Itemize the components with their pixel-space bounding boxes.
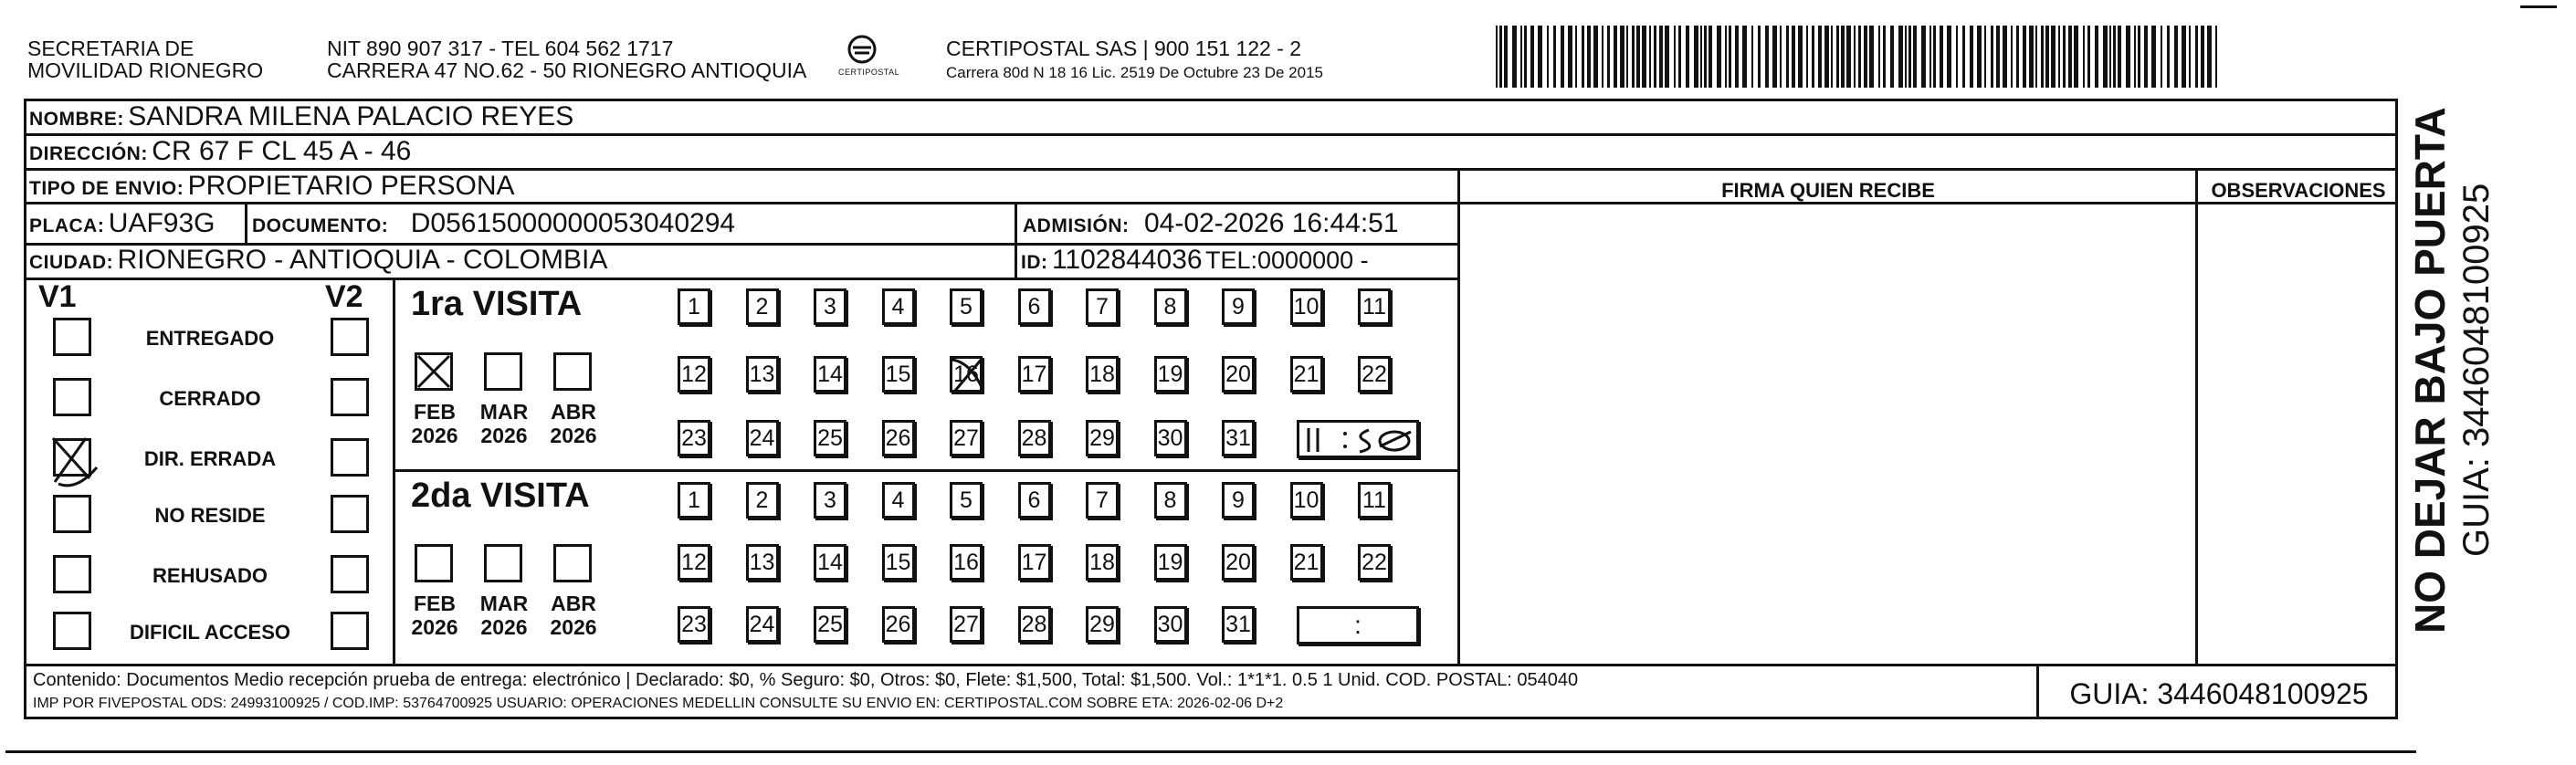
day-box[interactable]: 3 — [814, 482, 846, 519]
barcode-bar — [1772, 26, 1777, 88]
status-label: CERRADO — [159, 387, 261, 410]
day-box[interactable]: 6 — [1018, 482, 1051, 519]
month-label: MAR — [479, 400, 529, 424]
time-box[interactable]: : — [1297, 606, 1419, 644]
barcode-bar — [1717, 26, 1721, 88]
day-box[interactable]: 27 — [950, 606, 983, 643]
barcode-bar — [1806, 26, 1808, 88]
day-box[interactable]: 21 — [1290, 544, 1323, 581]
address-label: DIRECCIÓN: — [29, 143, 148, 164]
barcode-bar — [1818, 26, 1822, 88]
year-label: 2026 — [480, 424, 528, 447]
day-box[interactable]: 4 — [882, 482, 915, 519]
month-checkbox[interactable] — [553, 544, 592, 582]
day-box[interactable]: 9 — [1222, 482, 1255, 519]
barcode-bar — [1898, 26, 1903, 88]
name-value: SANDRA MILENA PALACIO REYES — [128, 101, 574, 131]
day-box[interactable]: 17 — [1018, 544, 1051, 581]
side-guia: GUIA: 3446048100925 — [2456, 183, 2497, 557]
barcode-bar — [1836, 26, 1839, 88]
barcode-bar — [1614, 26, 1617, 88]
barcode-bar — [1858, 26, 1861, 88]
barcode-bar — [1929, 26, 1931, 88]
month-label: FEB — [414, 400, 456, 424]
plate-cell — [29, 208, 216, 239]
col-divider — [1015, 202, 1017, 278]
barcode-bar — [2151, 26, 2156, 88]
barcode-bar — [2003, 26, 2007, 88]
org-name-line1: SECRETARIA DE — [27, 37, 195, 60]
guia-footer: GUIA: 3446048100925 — [2069, 677, 2369, 710]
name-row — [29, 101, 573, 132]
month-label: ABR — [551, 400, 596, 424]
barcode-bar — [2051, 26, 2056, 88]
v1-header: V1 — [38, 279, 77, 314]
barcode-bar — [2201, 26, 2204, 88]
barcode-bar — [1798, 26, 1803, 88]
status-label: DIR. ERRADA — [143, 447, 277, 470]
barcode-bar — [1996, 26, 2000, 88]
day-box[interactable]: 10 — [1290, 288, 1323, 325]
status-label: ENTREGADO — [145, 327, 275, 350]
barcode-bar — [1864, 26, 1867, 88]
barcode-bar — [2126, 26, 2130, 88]
month-checkbox[interactable] — [415, 544, 453, 582]
admission-value: 04-02-2026 16:44:51 — [1143, 208, 1399, 238]
plate-value: UAF93G — [108, 208, 216, 238]
day-box[interactable]: 11 — [1358, 482, 1391, 519]
barcode-bar — [1709, 26, 1712, 88]
admission-cell — [1023, 208, 1399, 239]
day-box[interactable]: 18 — [1086, 544, 1119, 581]
barcode-bar — [1758, 26, 1761, 88]
day-box[interactable]: 3 — [814, 288, 846, 325]
row-divider — [24, 278, 1457, 280]
barcode-bar — [2041, 26, 2044, 88]
v2-checkbox[interactable] — [331, 378, 369, 416]
page-edge-line — [5, 750, 2416, 753]
imp-line: IMP POR FIVEPOSTAL ODS: 24993100925 / COD.IMP: 53764700925 USUARIO: OPERACIONES MEDELLIN CONSULTE SU ENVIO EN: CERTIPOSTAL.COM SOBRE ETA: 2026-02-06 D+2 — [33, 696, 1284, 711]
barcode-bar — [1674, 26, 1676, 88]
v1-checkbox[interactable] — [53, 555, 91, 593]
barcode-bar — [2095, 26, 2098, 88]
barcode-bar — [1905, 26, 1907, 88]
col-divider — [1457, 168, 1460, 664]
barcode-bar — [1841, 26, 1845, 88]
page-edge-line — [2520, 5, 2557, 8]
barcode-bar — [1530, 26, 1534, 88]
v2-checkbox[interactable] — [331, 438, 369, 477]
day-box[interactable]: 25 — [814, 420, 846, 456]
year-label: 2026 — [411, 424, 458, 447]
plate-label: PLACA: — [29, 215, 105, 236]
barcode-bar — [2167, 26, 2170, 88]
year-label: 2026 — [550, 424, 597, 447]
barcode-bar — [2161, 26, 2162, 88]
day-box[interactable]: 15 — [882, 356, 915, 393]
type-label: TIPO DE ENVIO: — [29, 178, 184, 199]
col-divider — [2036, 664, 2039, 719]
barcode-bar — [1632, 26, 1635, 88]
observations-header: OBSERVACIONES — [2211, 179, 2386, 202]
day-box[interactable]: 8 — [1154, 482, 1187, 519]
day-box[interactable]: 28 — [1018, 606, 1051, 643]
v2-checkbox[interactable] — [331, 318, 369, 356]
v2-checkbox[interactable] — [331, 495, 369, 533]
barcode-bar — [2011, 26, 2013, 88]
day-box[interactable]: 22 — [1358, 356, 1391, 393]
barcode-bar — [1786, 26, 1789, 88]
barcode-bar — [2113, 26, 2116, 88]
barcode-bar — [1678, 26, 1681, 88]
day-box[interactable]: 8 — [1154, 288, 1187, 325]
day-box[interactable]: 28 — [1018, 420, 1051, 456]
type-row — [29, 171, 515, 202]
barcode-bar — [1984, 26, 1986, 88]
barcode-bar — [2035, 26, 2037, 88]
day-box[interactable]: 13 — [746, 544, 779, 581]
barcode-bar — [1547, 26, 1549, 88]
month-label: MAR — [479, 592, 529, 615]
col-divider — [245, 202, 247, 243]
day-box[interactable]: 4 — [882, 288, 915, 325]
col-divider — [2195, 168, 2198, 664]
day-box[interactable]: 20 — [1222, 356, 1255, 393]
day-box[interactable]: 29 — [1086, 420, 1119, 456]
day-box[interactable]: 22 — [1358, 544, 1391, 581]
day-box[interactable]: 12 — [678, 356, 710, 393]
v2-checkbox[interactable] — [331, 555, 369, 593]
carrier-line: CERTIPOSTAL SAS | 900 151 122 - 2 — [946, 37, 1302, 60]
day-box[interactable]: 24 — [746, 420, 779, 456]
day-box[interactable]: 6 — [1018, 288, 1051, 325]
barcode-bar — [2023, 26, 2026, 88]
signature-header: FIRMA QUIEN RECIBE — [1721, 179, 1935, 202]
day-box[interactable]: 26 — [882, 420, 915, 456]
barcode-bar — [1854, 26, 1856, 88]
org-name-line2: MOVILIDAD RIONEGRO — [27, 58, 264, 82]
barcode-bar — [1890, 26, 1894, 88]
address-row — [29, 136, 411, 167]
barcode-bar — [1878, 26, 1880, 88]
month-label: ABR — [551, 592, 596, 615]
day-box[interactable]: 24 — [746, 606, 779, 643]
barcode-bar — [2016, 26, 2019, 88]
barcode-bar — [2074, 26, 2078, 88]
barcode-bar — [1553, 26, 1556, 88]
day-box[interactable]: 2 — [746, 288, 779, 325]
barcode-bar — [1694, 26, 1698, 88]
barcode-bar — [2045, 26, 2049, 88]
v1-checkbox[interactable] — [53, 378, 91, 416]
barcode-bar — [1602, 26, 1603, 88]
barcode-bar — [1940, 26, 1943, 88]
city-label: CIUDAD: — [29, 252, 114, 273]
license-line: Carrera 80d N 18 16 Lic. 2519 De Octubre 23 De 2015 — [946, 64, 1323, 81]
barcode-bar — [2087, 26, 2090, 88]
barcode-bar — [1792, 26, 1795, 88]
tel-value: TEL:0000000 - — [1205, 246, 1369, 274]
barcode-bar — [1913, 26, 1917, 88]
barcode-bar — [1524, 26, 1527, 88]
day-box[interactable]: 19 — [1154, 544, 1187, 581]
document-cell — [252, 208, 735, 239]
barcode-bar — [2134, 26, 2136, 88]
barcode-bar — [2182, 26, 2186, 88]
barcode-bar — [2215, 26, 2217, 88]
address-line: CARRERA 47 NO.62 - 50 RIONEGRO ANTIOQUIA — [327, 58, 807, 82]
handwritten-check-mark — [46, 431, 110, 499]
month-label: FEB — [414, 592, 456, 615]
day-box[interactable]: 30 — [1154, 420, 1187, 456]
barcode-bar — [1499, 26, 1502, 88]
day-box[interactable]: 14 — [814, 544, 846, 581]
day-box[interactable]: 13 — [746, 356, 779, 393]
month-checkbox[interactable] — [484, 544, 522, 582]
day-box[interactable]: 16 — [950, 356, 983, 393]
barcode-bar — [1665, 26, 1669, 88]
day-box[interactable]: 1 — [678, 482, 710, 519]
certipostal-logo — [835, 33, 899, 84]
name-label: NOMBRE: — [29, 109, 124, 130]
barcode-bar — [1883, 26, 1886, 88]
handwritten-strike — [946, 352, 988, 401]
visit1-title: 1ra VISITA — [411, 285, 583, 323]
day-box[interactable]: 30 — [1154, 606, 1187, 643]
day-box[interactable]: 20 — [1222, 544, 1255, 581]
barcode-bar — [1504, 26, 1508, 88]
status-label: REHUSADO — [152, 564, 268, 587]
barcode-bar — [1846, 26, 1851, 88]
day-box[interactable]: 23 — [678, 420, 710, 456]
day-box[interactable]: 31 — [1222, 420, 1255, 456]
barcode-bar — [1742, 26, 1747, 88]
barcode-bar — [1520, 26, 1522, 88]
day-box[interactable]: 27 — [950, 420, 983, 456]
barcode-bar — [1824, 26, 1829, 88]
x-mark — [415, 352, 453, 395]
barcode-bar — [1765, 26, 1769, 88]
barcode-bar — [1686, 26, 1689, 88]
day-box[interactable]: 1 — [678, 288, 710, 325]
barcode-bar — [2144, 26, 2148, 88]
barcode-bar — [2207, 26, 2212, 88]
day-box[interactable]: 18 — [1086, 356, 1119, 393]
day-box[interactable]: 2 — [746, 482, 779, 519]
barcode-bar — [2174, 26, 2178, 88]
barcode-bar — [1751, 26, 1753, 88]
barcode-bar — [2118, 26, 2121, 88]
year-label: 2026 — [480, 615, 528, 639]
document-label: DOCUMENTO: — [252, 215, 389, 236]
barcode-bar — [1636, 26, 1640, 88]
barcode-bar — [1977, 26, 1982, 88]
barcode-bar — [1962, 26, 1965, 88]
barcode-bar — [1970, 26, 1973, 88]
barcode-bar — [1991, 26, 1993, 88]
barcode-bar — [1561, 26, 1564, 88]
day-box[interactable]: 5 — [950, 288, 983, 325]
day-box[interactable]: 21 — [1290, 356, 1323, 393]
barcode-bar — [1587, 26, 1591, 88]
barcode-bar — [1593, 26, 1598, 88]
v1-checkbox[interactable] — [53, 318, 91, 356]
barcode-bar — [1735, 26, 1739, 88]
barcode-bar — [2063, 26, 2066, 88]
day-box[interactable]: 11 — [1358, 288, 1391, 325]
barcode-bar — [1956, 26, 1958, 88]
day-box[interactable]: 19 — [1154, 356, 1187, 393]
day-box[interactable]: 31 — [1222, 606, 1255, 643]
barcode-bar — [1607, 26, 1610, 88]
year-label: 2026 — [411, 615, 458, 639]
month-checkbox[interactable] — [484, 352, 522, 391]
barcode-bar — [2109, 26, 2111, 88]
barcode-bar — [1780, 26, 1782, 88]
barcode-bar — [2189, 26, 2191, 88]
v2-checkbox[interactable] — [331, 612, 369, 650]
barcode-bar — [1729, 26, 1731, 88]
year-label: 2026 — [550, 615, 597, 639]
day-box[interactable]: 14 — [814, 356, 846, 393]
barcode-bar — [1654, 26, 1656, 88]
day-box[interactable]: 25 — [814, 606, 846, 643]
id-cell — [1021, 245, 1203, 276]
barcode-bar — [1933, 26, 1936, 88]
logo-caption: CERTIPOSTAL — [838, 68, 900, 77]
row-divider — [24, 664, 2398, 666]
barcode-bar — [2103, 26, 2108, 88]
v2-header: V2 — [325, 279, 363, 314]
tel-cell — [1205, 245, 1369, 276]
barcode-bar — [1921, 26, 1926, 88]
side-warning: NO DEJAR BAJO PUERTA — [2406, 107, 2454, 634]
barcode-bar — [2068, 26, 2072, 88]
barcode-bar — [1538, 26, 1542, 88]
day-box[interactable]: 29 — [1086, 606, 1119, 643]
day-box[interactable]: 15 — [882, 544, 915, 581]
day-box[interactable]: 23 — [678, 606, 710, 643]
barcode-bar — [2138, 26, 2140, 88]
type-value: PROPIETARIO PERSONA — [187, 171, 515, 201]
day-box[interactable]: 7 — [1086, 482, 1119, 519]
time-box[interactable] — [1297, 420, 1419, 458]
id-label: ID: — [1021, 252, 1048, 273]
barcode — [1496, 26, 2224, 88]
day-box[interactable]: 17 — [1018, 356, 1051, 393]
id-value: 1102844036 — [1051, 245, 1203, 275]
nit-line: NIT 890 907 317 - TEL 604 562 1717 — [327, 37, 674, 60]
v1-checkbox[interactable] — [53, 612, 91, 650]
document-value: D05615000000053040294 — [410, 208, 736, 238]
status-label: NO RESIDE — [154, 504, 266, 527]
barcode-bar — [1947, 26, 1951, 88]
barcode-bar — [1908, 26, 1911, 88]
barcode-bar — [1568, 26, 1572, 88]
barcode-bar — [1575, 26, 1577, 88]
admission-label: ADMISIÓN: — [1023, 215, 1130, 236]
barcode-bar — [1831, 26, 1833, 88]
day-box[interactable]: 12 — [678, 544, 710, 581]
barcode-bar — [1659, 26, 1663, 88]
barcode-bar — [2029, 26, 2034, 88]
day-box[interactable]: 26 — [882, 606, 915, 643]
address-value: CR 67 F CL 45 A - 46 — [152, 136, 412, 166]
barcode-bar — [1496, 26, 1498, 88]
city-cell — [29, 245, 607, 276]
barcode-bar — [2058, 26, 2060, 88]
barcode-bar — [1725, 26, 1727, 88]
day-box[interactable]: 16 — [950, 544, 983, 581]
barcode-bar — [1704, 26, 1707, 88]
barcode-bar — [1700, 26, 1702, 88]
barcode-bar — [1812, 26, 1814, 88]
v1-checkbox[interactable] — [53, 495, 91, 533]
day-box[interactable]: 5 — [950, 482, 983, 519]
barcode-bar — [1626, 26, 1628, 88]
barcode-bar — [2195, 26, 2198, 88]
contents-line: Contenido: Documentos Medio recepción prueba de entrega: electrónico | Declarado: $0, % Seguro: $0, Otros: $0, Flete: $1,500, Total: $1,500. Vol.: 1*1*1. 0.5 1 Unid. COD. POSTAL: 054040 — [33, 670, 1579, 690]
barcode-bar — [2083, 26, 2085, 88]
visit2-title: 2da VISITA — [411, 477, 590, 515]
status-label: DIFICIL ACCESO — [129, 621, 290, 644]
month-checkbox[interactable] — [553, 352, 592, 391]
barcode-bar — [1642, 26, 1646, 88]
barcode-bar — [1512, 26, 1517, 88]
row-divider — [393, 469, 1457, 472]
day-box[interactable]: 10 — [1290, 482, 1323, 519]
barcode-bar — [1869, 26, 1874, 88]
city-value: RIONEGRO - ANTIOQUIA - COLOMBIA — [117, 245, 608, 275]
day-box[interactable]: 7 — [1086, 288, 1119, 325]
barcode-bar — [1620, 26, 1624, 88]
barcode-bar — [1582, 26, 1584, 88]
barcode-bar — [1649, 26, 1651, 88]
day-box[interactable]: 9 — [1222, 288, 1255, 325]
